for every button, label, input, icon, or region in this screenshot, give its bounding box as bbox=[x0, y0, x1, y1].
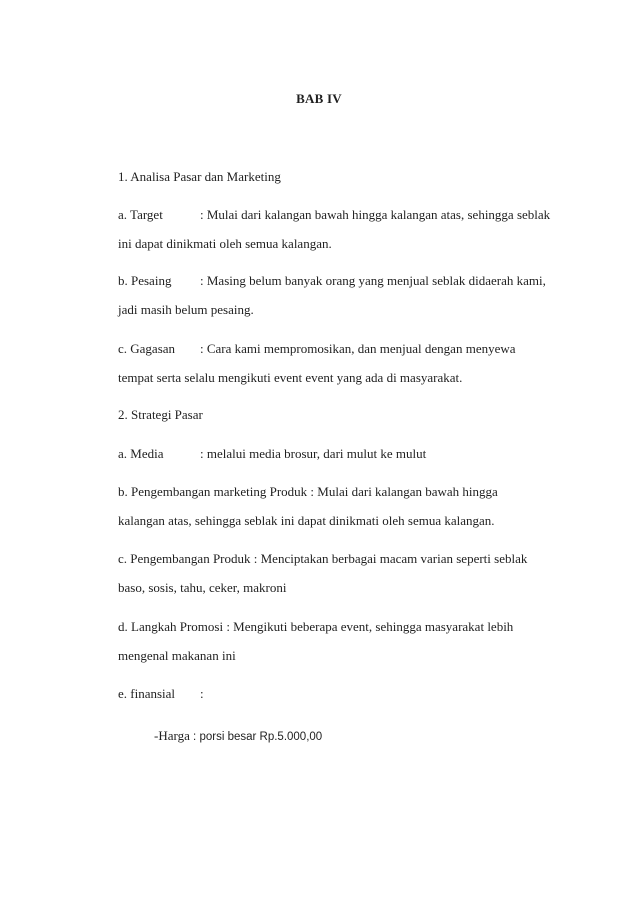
finansial-colon: : bbox=[200, 686, 204, 701]
pesaing-text: : Masing belum banyak orang yang menjual seblak didaerah kami, bbox=[200, 273, 546, 288]
finansial-row bbox=[118, 686, 204, 702]
harga-line bbox=[154, 728, 322, 744]
section-heading-analisa: 1. Analisa Pasar dan Marketing bbox=[118, 169, 281, 184]
finansial-label: e. finansial bbox=[118, 686, 176, 701]
pengembangan-marketing-row: b. Pengembangan marketing Produk : Mulai dari kalangan bawah hingga bbox=[118, 484, 498, 499]
pengembangan-marketing-continuation: kalangan atas, sehingga seblak ini dapat dinikmati oleh semua kalangan. bbox=[118, 513, 495, 528]
gagasan-label: c. Gagasan bbox=[118, 341, 176, 356]
gagasan-row bbox=[118, 341, 516, 357]
target-row bbox=[118, 207, 551, 223]
langkah-promosi-continuation: mengenal makanan ini bbox=[118, 648, 236, 663]
media-row bbox=[118, 446, 427, 462]
pesaing-continuation: jadi masih belum pesaing. bbox=[118, 302, 254, 317]
section-heading-strategi: 2. Strategi Pasar bbox=[118, 407, 203, 422]
harga-text: : porsi besar Rp.5.000,00 bbox=[189, 731, 323, 743]
media-label: a. Media bbox=[118, 446, 164, 461]
target-label: a. Target bbox=[118, 207, 163, 222]
pesaing-row bbox=[118, 273, 546, 289]
media-text: : melalui media brosur, dari mulut ke mulut bbox=[200, 446, 427, 461]
target-continuation: ini dapat dinikmati oleh semua kalangan. bbox=[118, 236, 332, 251]
gagasan-text: : Cara kami mempromosikan, dan menjual dengan menyewa bbox=[200, 341, 516, 356]
gagasan-continuation: tempat serta selalu mengikuti event event yang ada di masyarakat. bbox=[118, 370, 463, 385]
harga-prefix: -Harga bbox=[154, 728, 190, 743]
pengembangan-produk-continuation: baso, sosis, tahu, ceker, makroni bbox=[118, 580, 287, 595]
pengembangan-produk-row: c. Pengembangan Produk : Menciptakan berbagai macam varian seperti seblak bbox=[118, 551, 528, 566]
chapter-title: BAB IV bbox=[296, 91, 342, 106]
pesaing-label: b. Pesaing bbox=[118, 273, 172, 288]
target-text: : Mulai dari kalangan bawah hingga kalangan atas, sehingga seblak bbox=[200, 207, 551, 222]
langkah-promosi-row: d. Langkah Promosi : Mengikuti beberapa event, sehingga masyarakat lebih bbox=[118, 619, 514, 634]
